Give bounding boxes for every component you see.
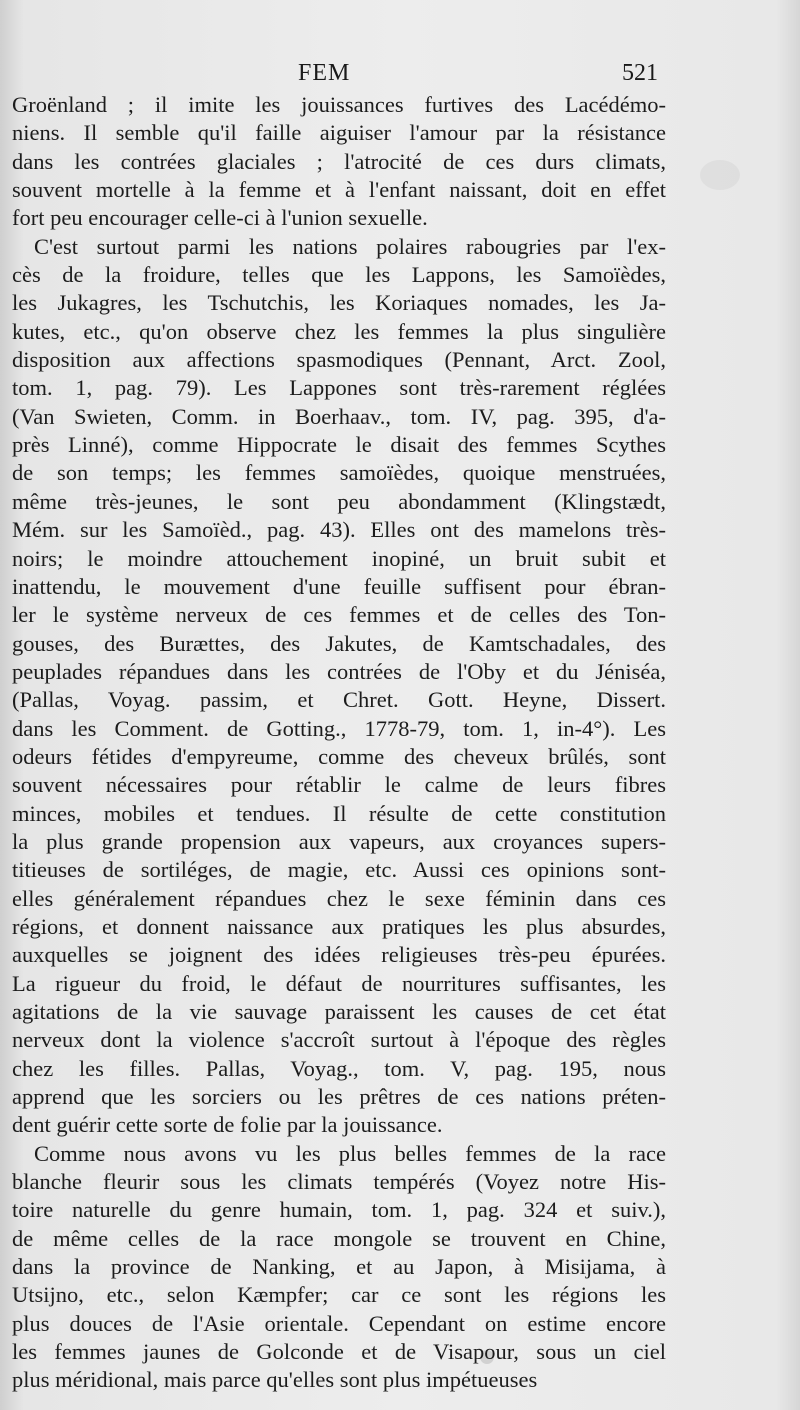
text-line: de même celles de la race mongole se trouvent en Chine, <box>12 1225 666 1251</box>
text-line: peuplades répandues dans les contrées de l'Oby et du Jéniséa, <box>12 658 666 684</box>
text-line: dans la province de Nanking, et au Japon, à Misijama, à <box>12 1254 666 1280</box>
paragraph <box>12 1140 666 1395</box>
text-line: tom. 1, pag. 79). Les Lappones sont très-rarement réglées <box>12 375 666 401</box>
running-head: FEM <box>298 60 351 86</box>
text-line: (Van Swieten, Comm. in Boerhaav., tom. IV, pag. 395, d'a- <box>12 403 666 429</box>
text-line: Utsijno, etc., selon Kæmpfer; car ce sont les régions les <box>12 1282 666 1308</box>
text-line: régions, et donnent naissance aux pratiques les plus absurdes, <box>12 913 666 939</box>
text-line: odeurs fétides d'empyreume, comme des cheveux brûlés, sont <box>12 743 666 769</box>
text-line: plus méridional, mais parce qu'elles sont plus impétueuses <box>12 1367 538 1393</box>
text-line: toire naturelle du genre humain, tom. 1, pag. 324 et suiv.), <box>12 1197 666 1223</box>
text-line: niens. Il semble qu'il faille aiguiser l'amour par la résistance <box>12 120 666 146</box>
text-line: de son temps; les femmes samoïèdes, quoique menstruées, <box>12 460 666 486</box>
text-line: kutes, etc., qu'on observe chez les femmes la plus singulière <box>12 318 666 344</box>
text-line: La rigueur du froid, le défaut de nourritures suffisantes, les <box>12 970 666 996</box>
text-line: souvent mortelle à la femme et à l'enfant naissant, doit en effet <box>12 177 666 203</box>
text-line: agitations de la vie sauvage paraissent les causes de cet état <box>12 999 666 1024</box>
text-line: dans les contrées glaciales ; l'atrocité de ces durs climats, <box>12 148 666 174</box>
text-line: dans les Comment. de Gotting., 1778-79, tom. 1, in-4°). Les <box>12 715 666 741</box>
text-line: même très-jeunes, le sont peu abondamment (Klingstædt, <box>12 488 666 514</box>
text-line: chez les filles. Pallas, Voyag., tom. V, pag. 195, nous <box>12 1055 666 1081</box>
text-line: près Linné), comme Hippocrate le disait des femmes Scythes <box>12 432 666 458</box>
text-line: noirs; le moindre attouchement inopiné, un bruit subit et <box>12 545 666 571</box>
text-line: titieuses de sortiléges, de magie, etc. Aussi ces opinions sont- <box>12 857 666 883</box>
text-line: gouses, des Burættes, des Jakutes, de Kamtschadales, des <box>12 630 666 656</box>
text-line: disposition aux affections spasmodiques (Pennant, Arct. Zool, <box>12 347 666 373</box>
text-line: apprend que les sorciers ou les prêtres de ces nations préten- <box>12 1084 666 1110</box>
text-line: la plus grande propension aux vapeurs, aux croyances supers- <box>12 828 666 854</box>
page-header <box>0 60 800 94</box>
paragraph <box>12 91 666 233</box>
text-line: plus douces de l'Asie orientale. Cependant on estime encore <box>12 1310 666 1336</box>
text-line: (Pallas, Voyag. passim, et Chret. Gott. Heyne, Dissert. <box>12 687 666 713</box>
text-line: fort peu encourager celle-ci à l'union sexuelle. <box>12 205 428 231</box>
text-line: les femmes jaunes de Golconde et de Visapour, sous un ciel <box>12 1339 666 1365</box>
text-line: auxquelles se joignent des idées religieuses très-peu épurées. <box>12 942 666 968</box>
text-line: cès de la froidure, telles que les Lappons, les Samoïèdes, <box>12 262 666 288</box>
text-line: minces, mobiles et tendues. Il résulte de cette constitution <box>12 800 666 826</box>
text-line: souvent nécessaires pour rétablir le calme de leurs fibres <box>12 772 666 798</box>
text-line: inattendu, le mouvement d'une feuille suffisent pour ébran- <box>12 573 666 599</box>
text-line: elles généralement répandues chez le sexe féminin dans ces <box>12 885 666 911</box>
text-line: Groënland ; il imite les jouissances furtives des Lacédémo- <box>12 92 666 117</box>
page-number: 521 <box>622 60 658 86</box>
text-line: ler le système nerveux de ces femmes et de celles des Ton- <box>12 602 666 628</box>
text-line: blanche fleurir sous les climats tempérés (Voyez notre His- <box>12 1169 666 1195</box>
paper-stain <box>700 160 740 190</box>
text-line: Mém. sur les Samoïèd., pag. 43). Elles ont des mamelons très- <box>12 517 666 543</box>
text-line: nerveux dont la violence s'accroît surtout à l'époque des règles <box>12 1027 666 1053</box>
text-line: dent guérir cette sorte de folie par la jouissance. <box>12 1112 443 1138</box>
text-line: C'est surtout parmi les nations polaires rabougries par l'ex- <box>34 233 666 259</box>
body-text <box>12 91 666 1395</box>
text-line: Comme nous avons vu les plus belles femmes de la race <box>34 1140 666 1166</box>
paragraph <box>12 233 666 1140</box>
text-line: les Jukagres, les Tschutchis, les Koriaques nomades, les Ja- <box>12 290 666 316</box>
